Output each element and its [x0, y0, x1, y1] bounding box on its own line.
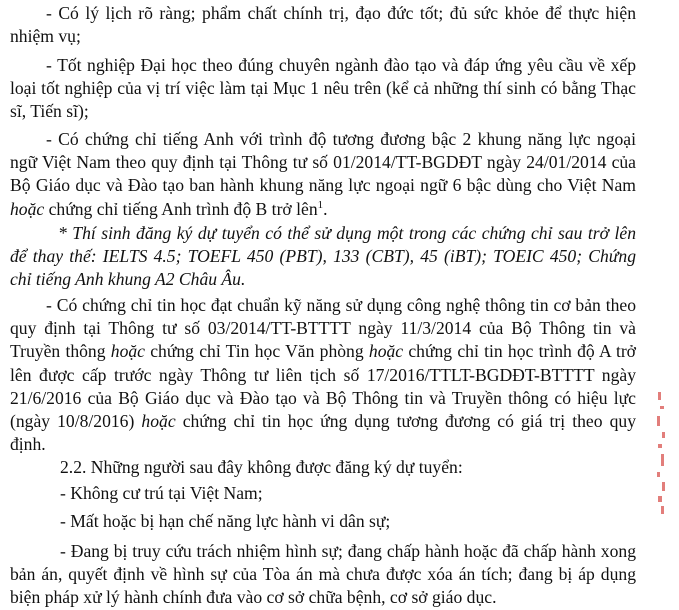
requirement-degree: - Tốt nghiệp Đại học theo đúng chuyên ngành đào tạo và đáp ứng yêu cầu về xếp loại tốt nghiệp của vị trí việc làm tại Mục 1 nêu trên (kể cả những thí sinh có bằng Thạc sĩ, Tiến sĩ); — [10, 55, 636, 122]
stamp-mark — [662, 432, 665, 438]
footnote-marker: 1 — [317, 198, 324, 211]
requirement-english: - Có chứng chỉ tiếng Anh với trình độ tương đương bậc 2 khung năng lực ngoại ngữ Việt Nam theo quy định tại Thông tư số 01/2014/TT-BGDĐT ngày 24/01/2014 của Bộ Giáo dục và Đào tạo ban hành khung năng lực ngoại ngữ 6 bậc dùng cho Việt Nam hoặc chứng chỉ tiếng Anh trình độ B trở lên$^1$. — [10, 129, 636, 219]
stamp-mark — [658, 392, 661, 400]
stamp-mark — [657, 472, 660, 477]
exclusion-criminal: - Đang bị truy cứu trách nhiệm hình sự; đang chấp hành hoặc đã chấp hành xong bản án, quyết định về hình sự của Tòa án mà chưa được xóa án tích; đang bị áp dụng biện pháp xử lý hành chính đưa vào cơ sở chữa bệnh, cơ sở giáo dục. — [10, 541, 636, 608]
stamp-mark — [661, 454, 664, 466]
english-substitute-note: * Thí sinh đăng ký dự tuyển có thể sử dụng một trong các chứng chỉ sau trở lên để thay thế: IELTS 4.5; TOEFL 450 (PBT), 133 (CBT), 45 (iBT); TOEIC 450; Chứng chỉ tiếng Anh khung A2 Châu Âu. — [10, 223, 636, 290]
requirement-it: - Có chứng chỉ tin học đạt chuẩn kỹ năng sử dụng công nghệ thông tin cơ bản theo quy định tại Thông tư số 03/2014/TT-BTTTT ngày 11/3/2014 của Bộ Thông tin và Truyền thông hoặc chứng chỉ Tin học Văn phòng hoặc chứng chỉ tin học trình độ A trở lên được cấp trước ngày Thông tư liên tịch số 17/2016/TTLT-BGDĐT-BTTTT ngày 21/6/2016 của Bộ Giáo dục và Đào tạo và Bộ Thông tin và Truyền thông có hiệu lực (ngày 10/8/2016) hoặc chứng chỉ tin học ứng dụng tương đương có giá trị theo quy định. — [10, 295, 637, 455]
exclusion-residence: - Không cư trú tại Việt Nam; — [60, 483, 263, 503]
stamp-mark — [658, 444, 662, 448]
section-heading: 2.2. Những người sau đây không được đăng ký dự tuyển: — [60, 457, 463, 477]
red-stamp-edge — [652, 388, 676, 518]
stamp-mark — [657, 416, 660, 426]
exclusion-capacity: - Mất hoặc bị hạn chế năng lực hành vi dân sự; — [60, 511, 391, 531]
stamp-mark — [660, 406, 664, 409]
stamp-mark — [661, 506, 664, 514]
stamp-mark — [658, 496, 662, 502]
requirement-background: - Có lý lịch rõ ràng; phẩm chất chính trị, đạo đức tốt; đủ sức khỏe để thực hiện nhiệm vụ; — [10, 3, 636, 47]
stamp-mark — [662, 482, 665, 491]
